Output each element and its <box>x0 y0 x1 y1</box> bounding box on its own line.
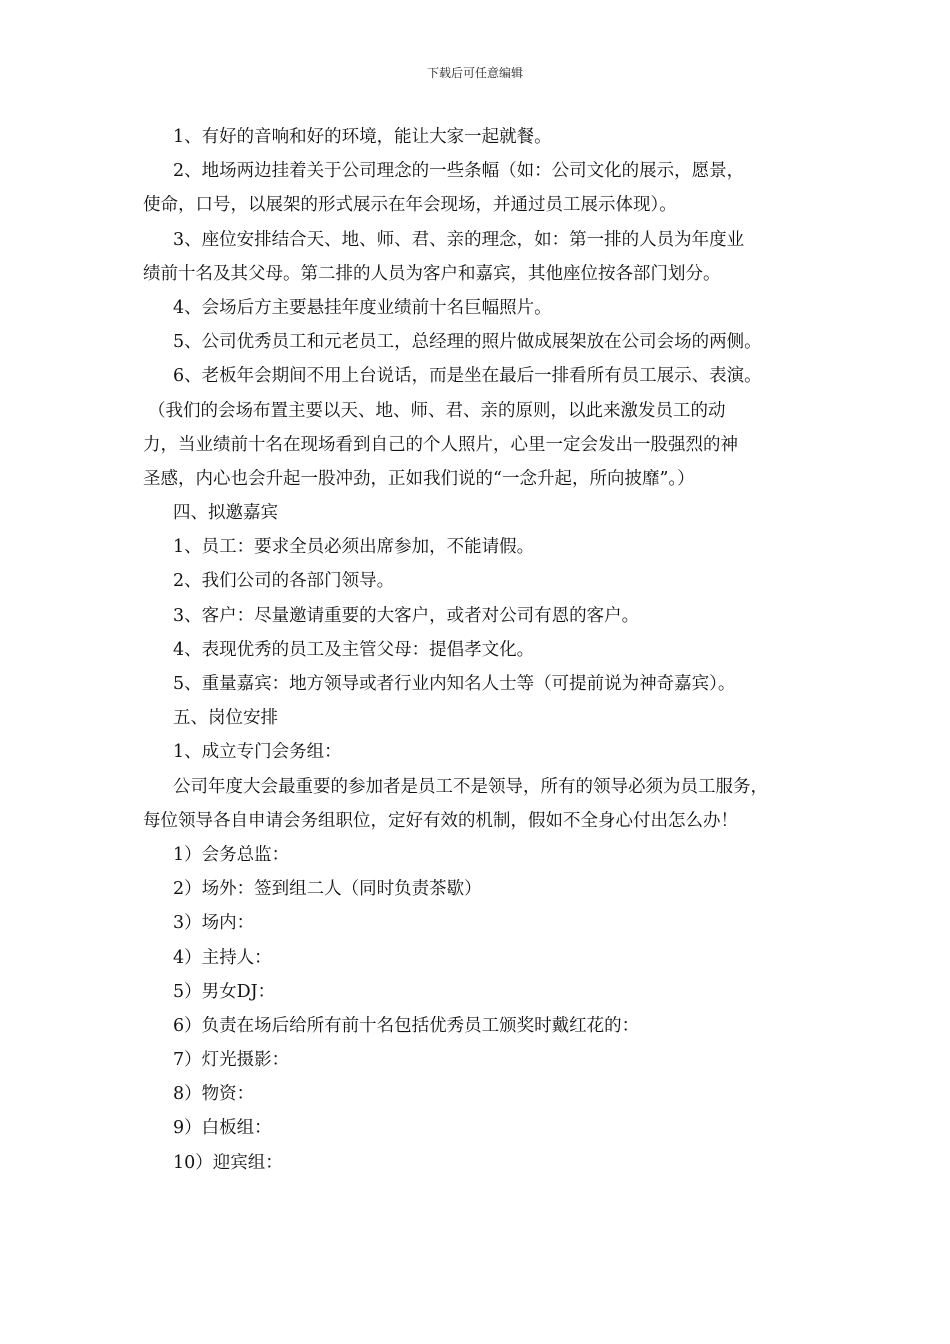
paragraph-line: 1、成立专门会务组： <box>173 742 342 763</box>
paragraph-line: 6）负责在场后给所有前十名包括优秀员工颁奖时戴红花的： <box>173 1015 640 1036</box>
paragraph-line: 公司年度大会最重要的参加者是员工不是领导，所有的领导必须为员工服务， <box>173 776 768 797</box>
paragraph-line: 3、座位安排结合天、地、师、君、亲的理念，如：第一排的人员为年度业 <box>173 229 745 250</box>
paragraph-line: 3）场内： <box>173 913 255 934</box>
paragraph-line: 1、有好的音响和好的环境，能让大家一起就餐。 <box>173 127 552 147</box>
paragraph-line: 力，当业绩前十名在现场看到自己的个人照片，心里一定会发出一股强烈的神 <box>143 434 738 455</box>
document-body <box>143 120 818 1180</box>
paragraph-line: 4、会场后方主要悬挂年度业绩前十名巨幅照片。 <box>173 297 552 318</box>
paragraph-line: 1、员工：要求全员必须出席参加，不能请假。 <box>173 537 535 558</box>
paragraph-line: 9）白板组： <box>173 1118 272 1139</box>
paragraph-line: 每位领导各自申请会务组职位，定好有效的机制，假如不全身心付出怎么办！ <box>143 810 738 831</box>
paragraph-line: 4）主持人： <box>173 947 272 968</box>
paragraph-line: 使命，口号，以展架的形式展示在年会现场，并通过员工展示体现）。 <box>143 195 677 216</box>
paragraph-line: 2、地场两边挂着关于公司理念的一些条幅（如：公司文化的展示，愿景， <box>173 161 745 182</box>
paragraph-line: 2、我们公司的各部门领导。 <box>173 571 395 592</box>
paragraph-line: （我们的会场布置主要以天、地、师、君、亲的原则，以此来激发员工的动 <box>148 400 726 421</box>
paragraph-line: 8）物资： <box>173 1084 255 1105</box>
paragraph-line: 1）会务总监： <box>173 844 290 865</box>
paragraph-line: 6、老板年会期间不用上台说话，而是坐在最后一排看所有员工展示、表演。 <box>173 366 762 387</box>
paragraph-line: 2）场外：签到组二人（同时负责茶歇） <box>173 879 482 900</box>
paragraph-line: 绩前十名及其父母。第二排的人员为客户和嘉宾，其他座位按各部门划分。 <box>143 263 721 284</box>
paragraph-line: 5）男女DJ： <box>173 981 276 1002</box>
paragraph-line: 5、重量嘉宾：地方领导或者行业内知名人士等（可提前说为神奇嘉宾）。 <box>173 674 736 694</box>
page-header-note: 下载后可任意编辑 <box>426 66 523 80</box>
paragraph-line: 7）灯光摄影： <box>173 1050 290 1071</box>
paragraph-line: 4、表现优秀的员工及主管父母：提倡孝文化。 <box>173 639 535 660</box>
paragraph-line: 10）迎宾组： <box>173 1152 283 1173</box>
paragraph-line: 圣感，内心也会升起一股冲劲，正如我们说的“一念升起，所向披靡”。） <box>143 468 695 489</box>
paragraph-line: 5、公司优秀员工和元老员工，总经理的照片做成展架放在公司会场的两侧。 <box>173 332 762 353</box>
paragraph-line: 四、拟邀嘉宾 <box>173 503 278 524</box>
paragraph-line: 五、岗位安排 <box>173 708 278 729</box>
paragraph-line: 3、客户：尽量邀请重要的大客户，或者对公司有恩的客户。 <box>173 605 640 626</box>
